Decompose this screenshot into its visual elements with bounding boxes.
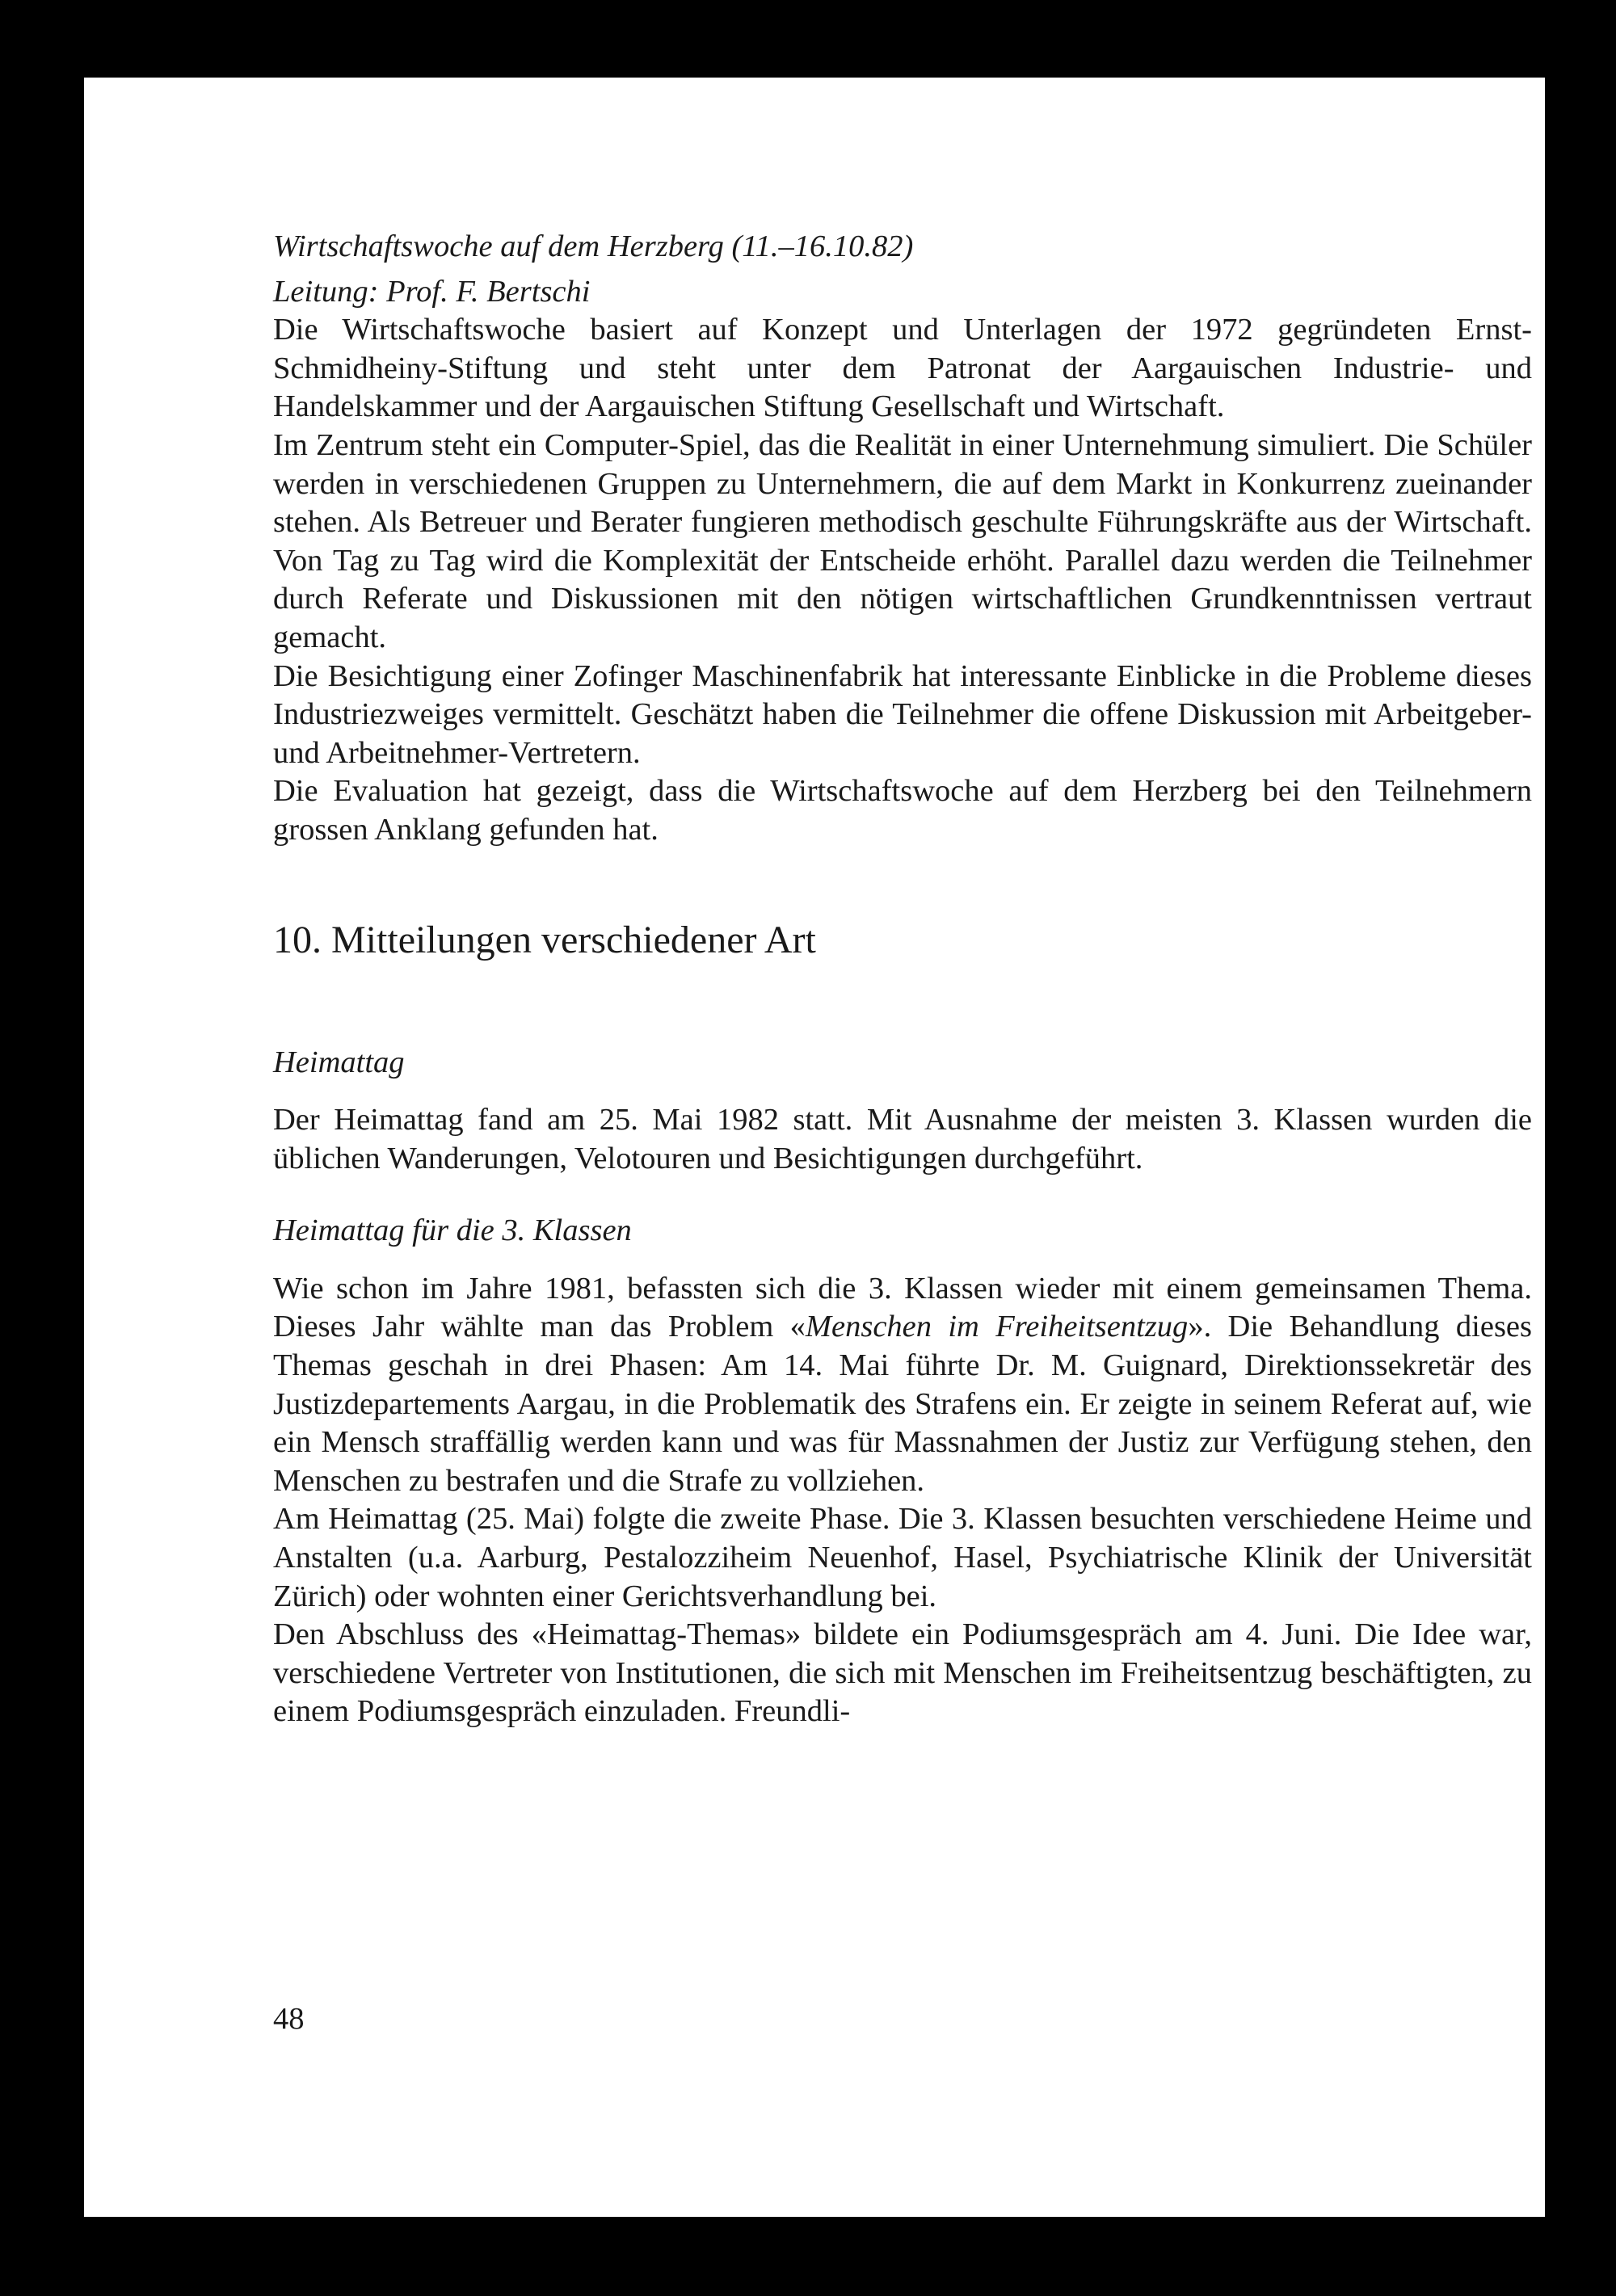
page-content — [273, 228, 1532, 1731]
emphasized-topic: Menschen im Freiheitsentzug — [805, 1310, 1189, 1344]
paragraph: Am Heimattag (25. Mai) folgte die zweite Phase. Die 3. Klassen besuchten verschiedene Heime und Anstalten (u.a. Aarburg, Pestalozziheim Neuenhof, Hasel, Psychiatrische Klinik der Universität Zürich) oder wohnten einer Gerichtsverhandlung bei. — [273, 1502, 1532, 1613]
paragraph: Im Zentrum steht ein Computer-Spiel, das die Realität in einer Unternehmung simuliert. Die Schüler werden in verschiedenen Gruppen zu Unternehmern, die auf dem Markt in Konkurrenz zueinander stehen. Als Betreuer und Berater fungieren methodisch geschulte Führungskräfte aus der Wirtschaft. Von Tag zu Tag wird die Komplexität der Entscheide erhöht. Parallel dazu werden die Teilnehmer durch Referate und Diskussionen mit den nötigen wirtschaftlichen Grundkenntnissen vertraut gemacht. — [273, 427, 1532, 654]
text-run: ». Die Behandlung dieses Themas geschah in drei Phasen: Am 14. Mai führte Dr. M. Guignard, Direktionssekretär des Justizdepartements Aargau, in die Problematik des Strafens ein. Er zeigte in seinem Referat auf, wie ein Mensch straffällig werden kann und was für Massnahmen der Justiz zur Verfügung stehen, den Menschen zu bestrafen und die Strafe zu vollziehen. — [273, 1310, 1533, 1498]
paragraph: Die Besichtigung einer Zofinger Maschinenfabrik hat interessante Einblicke in die Probleme dieses Industriezweiges vermittelt. Geschätzt haben die Teilnehmer die offene Diskussion mit Arbeitgeber- und Arbeitnehmer-Vertretern. — [273, 658, 1532, 770]
paragraph: Den Abschluss des «Heimattag-Themas» bildete ein Podiumsgespräch am 4. Juni. Die Idee war, verschiedene Vertreter von Institutionen, die sich mit Menschen im Freiheitsentzug beschäftigten, zu einem Podiumsgespräch einzuladen. Freundli- — [273, 1617, 1532, 1729]
subheading-heimattag-3-klassen: Heimattag für die 3. Klassen — [273, 1213, 632, 1248]
event-leader: Leitung: Prof. F. Bertschi — [273, 274, 591, 309]
paragraph: Der Heimattag fand am 25. Mai 1982 statt. Mit Ausnahme der meisten 3. Klassen wurden die üblichen Wanderungen, Velotouren und Besichtigungen durchgeführt. — [273, 1103, 1532, 1175]
page-number: 48 — [273, 2002, 305, 2036]
text-run: Wie schon im Jahre 1981, befassten sich die 3. Klassen wieder mit einem gemeinsamen Thema. Dieses Jahr wählte man das Problem « — [273, 1271, 1532, 1344]
event-title: Wirtschaftswoche auf dem Herzberg (11.–16.10.82) — [273, 229, 914, 263]
paragraph: Die Wirtschaftswoche basiert auf Konzept und Unterlagen der 1972 gegründeten Ernst-Schmidheiny-Stiftung und steht unter dem Patronat der Aargauischen Industrie- und Handelskammer und der Aargauischen Stiftung Gesellschaft und Wirtschaft. — [273, 313, 1532, 424]
subheading-heimattag: Heimattag — [273, 1045, 405, 1079]
document-page — [84, 78, 1545, 2217]
section-title: 10. Mitteilungen verschiedener Art — [273, 918, 816, 961]
paragraph — [273, 1270, 1532, 1501]
paragraph: Die Evaluation hat gezeigt, dass die Wirtschaftswoche auf dem Herzberg bei den Teilnehmern grossen Anklang gefunden hat. — [273, 774, 1532, 847]
